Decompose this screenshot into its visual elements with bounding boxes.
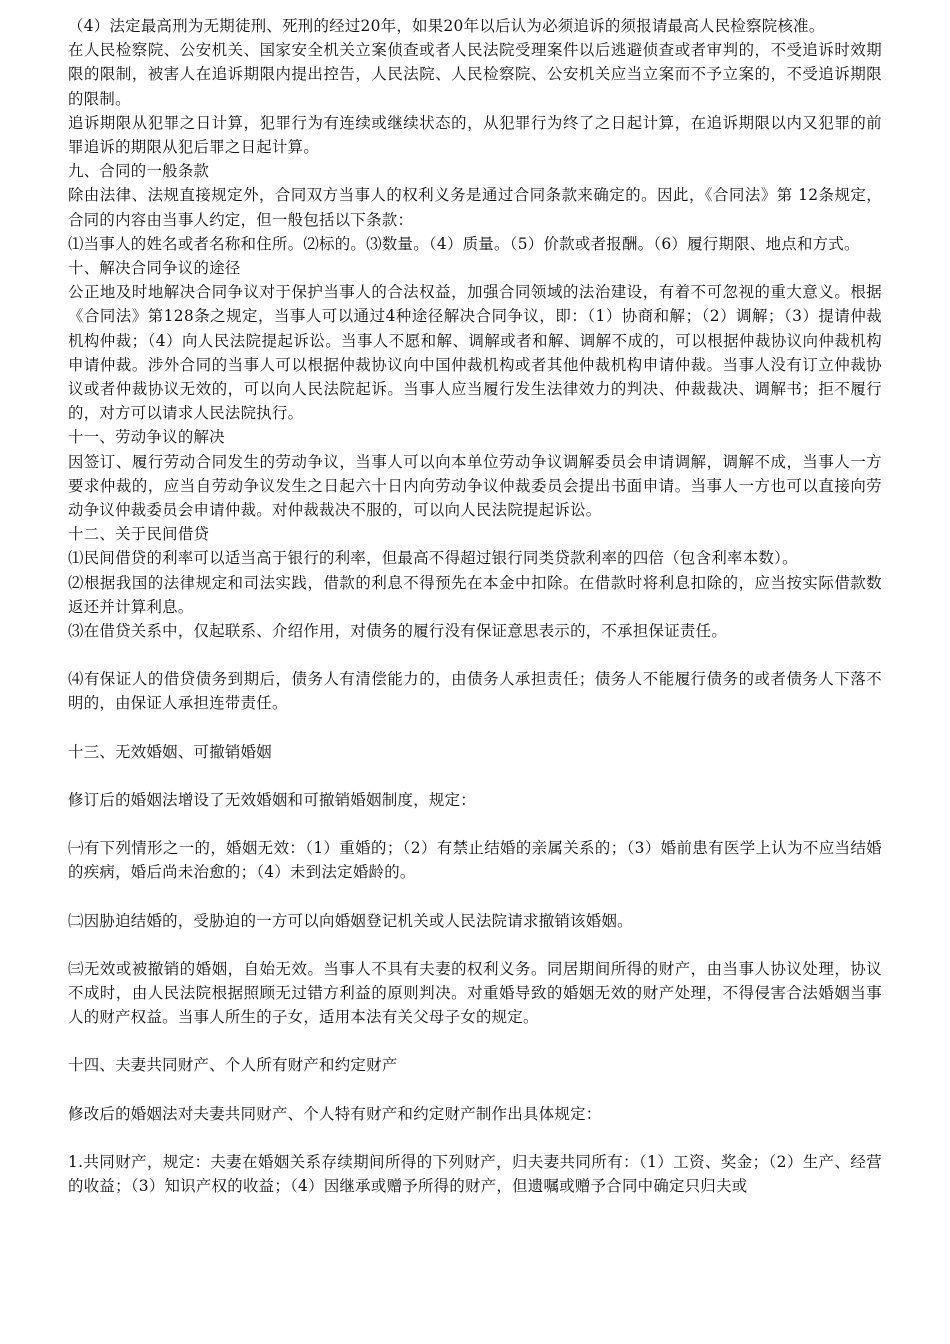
heading-section-13: 十三、无效婚姻、可撤销婚姻: [68, 742, 272, 761]
heading-section-11: 十一、劳动争议的解决: [68, 428, 225, 447]
paragraph-contract-terms-intro: 除由法律、法规直接规定外，合同双方当事人的权利义务是通过合同条款来确定的。因此，《合同法》第 12条规定，合同的内容由当事人约定，但一般包括以下条款：: [68, 186, 882, 229]
paragraph-property-intro: 修改后的婚姻法对夫妻共同财产、个人特有财产和约定财产制作出具体规定：: [68, 1104, 602, 1123]
spacer: [68, 885, 882, 909]
spacer: [68, 933, 882, 957]
spacer: [68, 1029, 882, 1053]
heading-section-14: 十四、夫妻共同财产、个人所有财产和约定财产: [68, 1056, 398, 1075]
spacer: [68, 716, 882, 740]
spacer: [68, 643, 882, 667]
heading-section-9: 九、合同的一般条款: [68, 162, 210, 181]
spacer: [68, 1126, 882, 1150]
paragraph-lending-2: ⑵根据我国的法律规定和司法实践，借款的利息不得预先在本金中扣除。在借款时将利息扣除的，应当按实际借款数返还并计算利息。: [68, 573, 882, 616]
paragraph-marriage-intro: 修订后的婚姻法增设了无效婚姻和可撤销婚姻制度，规定：: [68, 790, 476, 809]
paragraph-prosecution-limit-4: （4）法定最高刑为无期徒刑、死刑的经过20年，如果20年以后认为必须追诉的须报请最高人民检察院核准。: [68, 17, 825, 35]
paragraph-contract-dispute-resolution: 公正地及时地解决合同争议对于保护当事人的合法权益，加强合同领域的法治建设，有着不可忽视的重大意义。根据《合同法》第128条之规定，当事人可以通过4种途径解决合同争议，即：（1）协商和解；（2）调解；（3）提请仲裁机构仲裁；（4）向人民法院提起诉讼。当事人不愿和解、调解或者和解、调解不成的，可以根据仲裁协议向仲裁机构申请仲裁。涉外合同的当事人可以根据仲裁协议向中国仲裁机构或者其他仲裁机构申请仲裁。当事人没有订立仲裁协议或者仲裁协议无效的，可以向人民法院起诉。当事人应当履行发生法律效力的判决、仲裁裁决、调解书；拒不履行的，对方可以请求人民法院执行。: [68, 283, 882, 423]
paragraph-contract-terms-list: ⑴当事人的姓名或者名称和住所。⑵标的。⑶数量。（4）质量。（5）价款或者报酬。（6）履行期限、地点和方式。: [68, 234, 860, 253]
paragraph-limit-calculation: 追诉期限从犯罪之日计算，犯罪行为有连续或继续状态的，从犯罪行为终了之日起计算，在追诉期限以内又犯罪的前罪追诉的期限从犯后罪之日起计算。: [68, 113, 882, 157]
paragraph-lending-3: ⑶在借贷关系中，仅起联系、介绍作用，对债务的履行没有保证意思表示的，不承担保证责任。: [68, 622, 728, 641]
paragraph-coerced-marriage: ㈡因胁迫结婚的，受胁迫的一方可以向婚姻登记机关或人民法院请求撤销该婚姻。: [68, 911, 633, 930]
paragraph-labor-dispute: 因签订、履行劳动合同发生的劳动争议，当事人可以向本单位劳动争议调解委员会申请调解，调解不成，当事人一方要求仲裁的，应当自劳动争议发生之日起六十日内向劳动争议仲裁委员会提出书面申请。当事人一方也可以直接向劳动争议仲裁委员会申请仲裁。对仲裁裁决不服的，可以向人民法院提起诉讼。: [68, 452, 882, 520]
paragraph-lending-4: ⑷有保证人的借贷债务到期后，债务人有清偿能力的，由债务人承担责任；债务人不能履行债务的或者债务人下落不明的，由保证人承担连带责任。: [68, 670, 882, 713]
document-page: [68, 14, 882, 1198]
paragraph-void-effects: ㈢无效或被撤销的婚姻，自始无效。当事人不具有夫妻的权利义务。同居期间所得的财产，由当事人协议处理，协议不成时，由人民法院根据照顾无过错方利益的原则判决。对重婚导致的婚姻无效的财产处理，不得侵害合法婚姻当事人的财产权益。当事人所生的子女，适用本法有关父母子女的规定。: [68, 959, 882, 1027]
paragraph-lending-1: ⑴民间借贷的利率可以适当高于银行的利率，但最高不得超过银行同类贷款利率的四倍（包含利率本数）。: [68, 549, 798, 568]
paragraph-common-property: 1.共同财产，规定：夫妻在婚姻关系存续期间所得的下列财产，归夫妻共同所有：（1）工资、奖金；（2）生产、经营的收益；（3）知识产权的收益；（4）因继承或赠予所得的财产，但遗嘱或赠予合同中确定只归夫或: [68, 1152, 882, 1195]
paragraph-void-marriage: ㈠有下列情形之一的，婚姻无效：（1）重婚的；（2）有禁止结婚的亲属关系的；（3）婚前患有医学上认为不应当结婚的疾病，婚后尚未治愈的；（4）未到法定婚龄的。: [68, 839, 882, 882]
heading-section-10: 十、解决合同争议的途径: [68, 259, 241, 278]
paragraph-no-limit-conditions: 在人民检察院、公安机关、国家安全机关立案侦查或者人民法院受理案件以后逃避侦查或者审判的，不受追诉时效期限的限制，被害人在追诉期限内提出控告，人民法院、人民检察院、公安机关应当立案而不予立案的，不受追诉期限的限制。: [68, 41, 882, 108]
spacer: [68, 812, 882, 836]
spacer: [68, 1078, 882, 1102]
spacer: [68, 764, 882, 788]
heading-section-12: 十二、关于民间借贷: [68, 525, 210, 544]
